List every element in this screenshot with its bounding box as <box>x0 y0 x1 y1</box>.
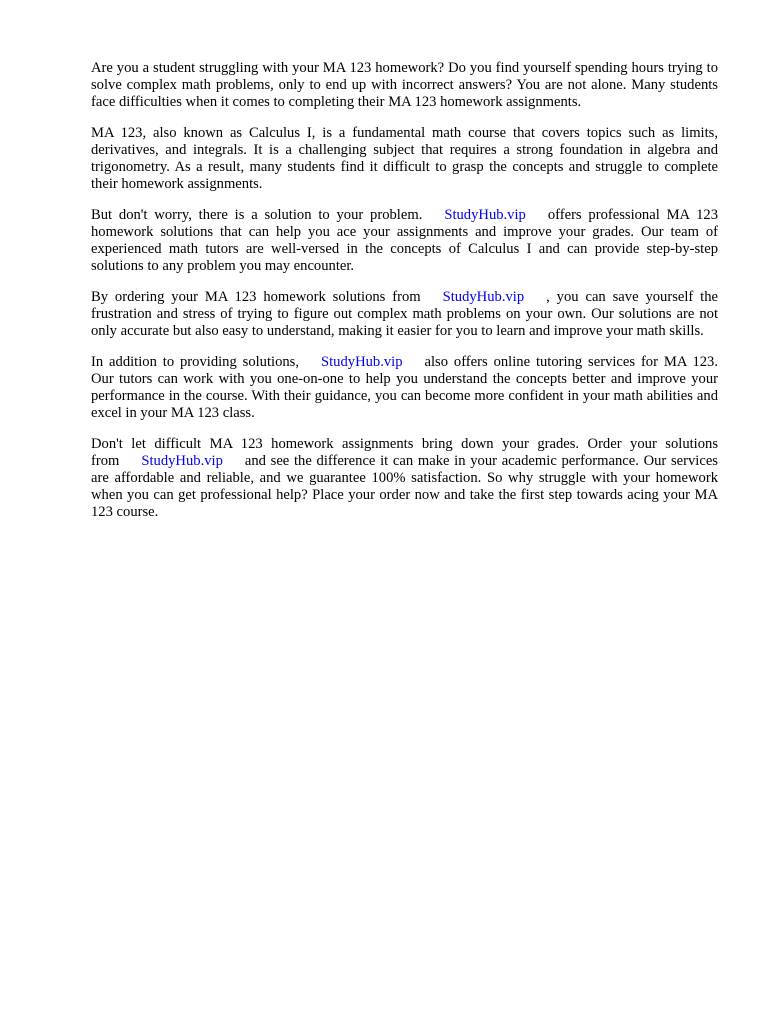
paragraph-intro: Are you a student struggling with your MA 123 homework? Do you find yourself spending hours trying to solve complex math problems, only to end up with incorrect answers? You are not alone. Many students face difficulties when it comes to completing their MA 123 homework assignments. <box>91 60 718 110</box>
paragraph-tutoring <box>91 354 718 422</box>
paragraph-call-to-action <box>91 436 718 521</box>
paragraph-text: By ordering your MA 123 homework solutions from <box>91 289 421 305</box>
studyhub-link[interactable]: StudyHub.vip <box>141 453 223 469</box>
paragraph-course-description: MA 123, also known as Calculus I, is a fundamental math course that covers topics such as limits, derivatives, and integrals. It is a challenging subject that requires a strong foundation in algebra and trigonometry. As a result, many students find it difficult to grasp the concepts and struggle to complete their homework assignments. <box>91 125 718 192</box>
paragraph-ordering <box>91 289 718 340</box>
paragraph-text: , you can save yourself the frustration and stress of trying to figure out complex math problems on your own. Our solutions are not only accurate but also easy to understand, making it easier for you to learn and improve your math skills. <box>91 289 718 339</box>
studyhub-link[interactable]: StudyHub.vip <box>442 289 525 305</box>
paragraph-text: offers professional MA 123 homework solutions that can help you ace your assignments and improve your grades. Our team of experienced math tutors are well-versed in the concepts of Calculus I and can provide step-by-step solutions to any problem you may encounter. <box>91 207 718 274</box>
paragraph-text: also offers online tutoring services for MA 123. Our tutors can work with you one-on-one to help you understand the concepts better and improve your performance in the course. With their guidance, you can become more confident in your math abilities and excel in your MA 123 class. <box>91 354 718 421</box>
document-body <box>91 60 718 535</box>
paragraph-solution <box>91 207 718 275</box>
studyhub-link[interactable]: StudyHub.vip <box>444 207 526 223</box>
paragraph-text: Don't let difficult MA 123 homework assignments bring down your grades. Order your solutions from <box>91 436 718 469</box>
paragraph-text: But don't worry, there is a solution to your problem. <box>91 207 423 223</box>
paragraph-text: and see the difference it can make in your academic performance. Our services are affordable and reliable, and we guarantee 100% satisfaction. So why struggle with your homework when you can get professional help? Place your order now and take the first step towards acing your MA 123 course. <box>91 453 718 520</box>
paragraph-text: In addition to providing solutions, <box>91 354 300 370</box>
studyhub-link[interactable]: StudyHub.vip <box>321 354 403 370</box>
